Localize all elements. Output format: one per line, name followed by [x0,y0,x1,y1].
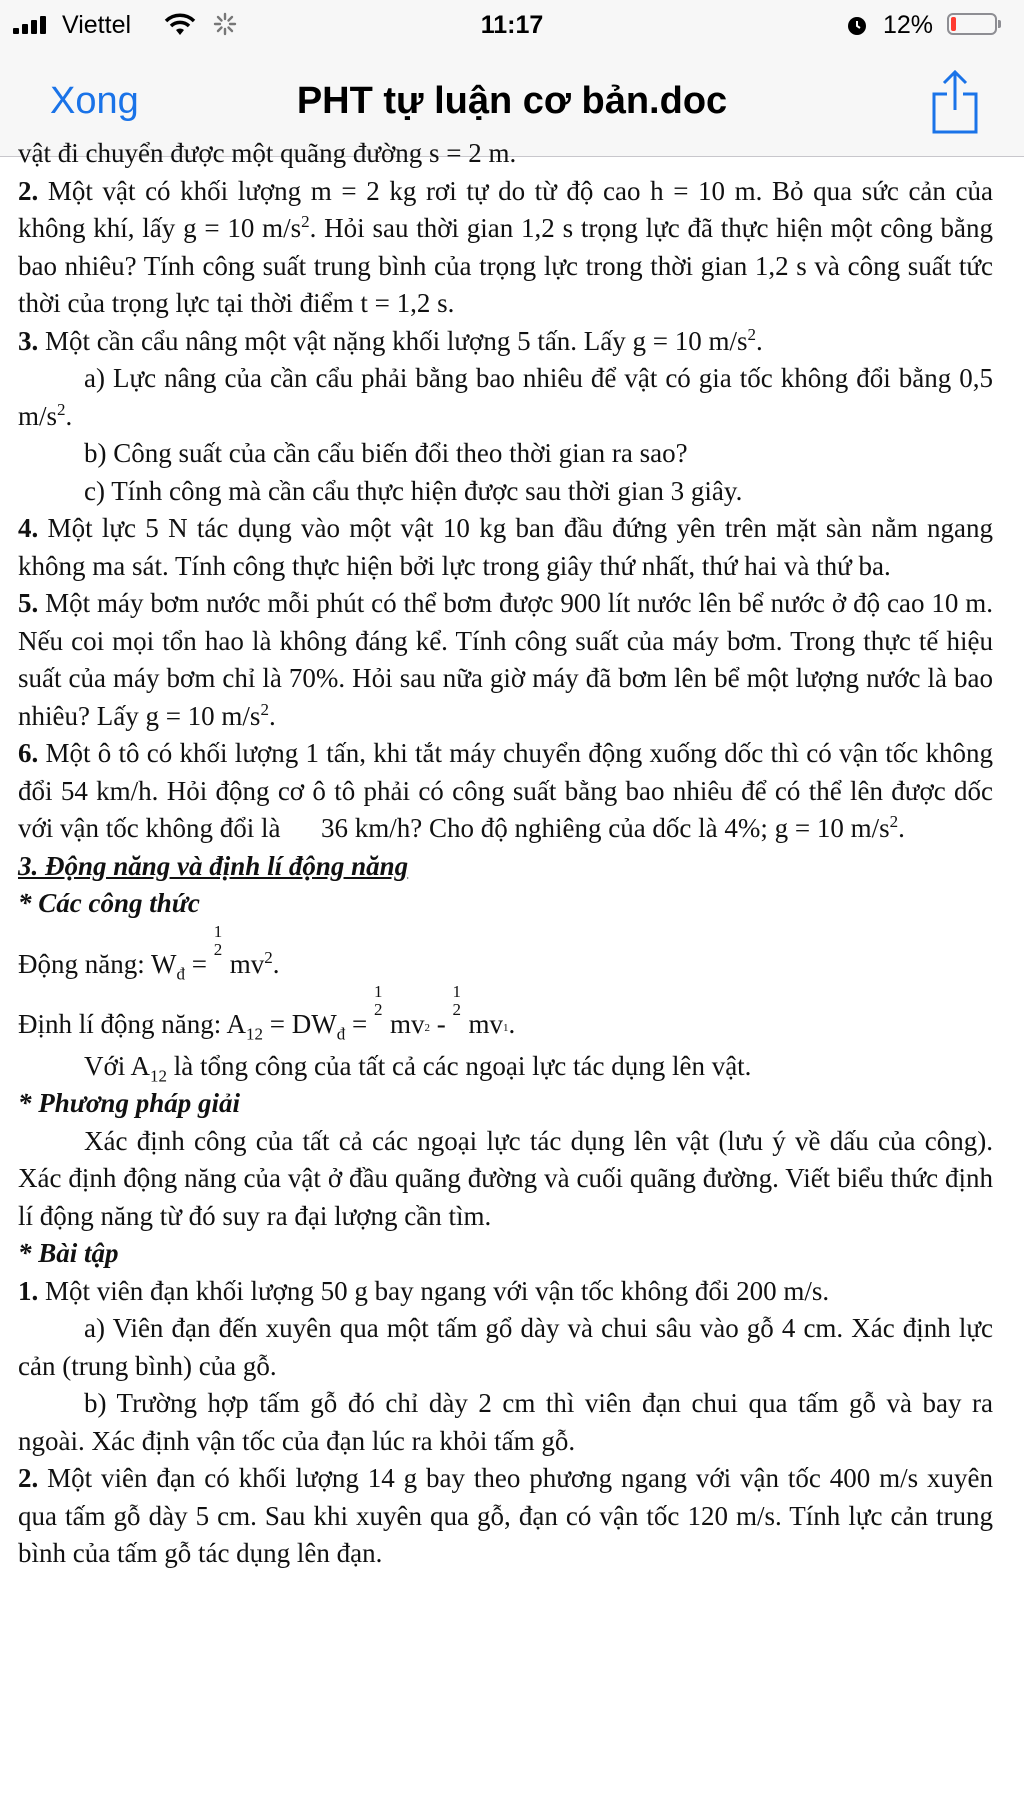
alarm-icon [845,13,869,44]
formula-text: mv [468,1009,503,1039]
fraction [452,982,468,1035]
exercise-1 [18,1273,993,1311]
battery-percent: 12% [883,11,934,39]
problem-4 [18,510,993,585]
formula-text: là tổng công của tất cả các ngoại lực tác dụng lên vật. [167,1050,752,1081]
fraction [213,921,230,975]
document-title: PHT tự luận cơ bản.doc [296,80,728,122]
fraction-numerator: 1 [213,921,223,941]
superscript: 2 [747,324,757,344]
method-text: Xác định công của tất cả các ngoại lực tác dụng lên vật (lưu ý về dấu của công). Xác định động năng của vật ở đầu quãng đường và cuối quãng đường. Viết biểu thức định lí động năng từ đó suy ra đại lượng cần tìm. [18,1125,993,1231]
status-bar [0,0,1024,52]
problem-text: Một viên đạn có khối lượng 14 g bay theo phương ngang với vận tốc 400 m/s xuyên qua tấm gỗ dày 5 cm. Sau khi xuyên qua gỗ, đạn có vận tốc 120 m/s. Tính lực cản trung bình của tấm gỗ tác dụng lên đạn. [18,1463,993,1568]
formulas-heading: * Các công thức [18,888,200,918]
battery-tip [998,20,1001,28]
formula-text: . [272,948,280,979]
fraction-denominator: 2 [213,939,223,959]
fraction-numerator: 1 [452,982,461,1001]
subscript: đ [176,963,185,983]
subscript: 2 [424,1022,430,1034]
formula-text: = [184,948,214,979]
problem-number: 4. [18,513,39,543]
exercise-1-part-b: b) Trường hợp tấm gỗ đó chỉ dày 2 cm thì viên đạn chui qua tấm gỗ và bay ra ngoài. Xác định vận tốc của đạn lúc ra khỏi tấm gỗ. [18,1388,993,1456]
superscript: 2 [260,699,269,719]
formula-label: Động năng: W [18,948,177,979]
exercise-2 [18,1460,993,1573]
battery-fill [951,17,956,31]
with-a12-line [18,1048,993,1086]
problem-text: Một ô tô có khối lượng 1 tấn, khi tắt máy chuyển động xuống dốc thì có vận tốc không đổi 54 km/h. Hỏi động cơ ô tô phải có công suất bằng bao nhiêu để có thể lên được dốc với vận tốc không đổi là 36 km/h? Cho độ nghiêng của dốc là 4%; g = 10 m/s [18,738,1000,843]
problem-3-part-c: c) Tính công mà cần cẩu thực hiện được sau thời gian 3 giây. [84,475,743,506]
kinetic-energy-formula [18,921,993,984]
problem-text: Một máy bơm nước mỗi phút có thể bơm được 900 lít nước lên bể nước ở độ cao 10 m. Nếu coi mọi tổn hao là không đáng kể. Tính công suất của máy bơm. Trong thực tế hiệu suất của máy bơm chỉ là 70%. Hỏi sau nữa giờ máy đã bơm lên bể một lượng nước là bao nhiêu? Lấy g = 10 m/s [18,588,993,731]
subscript: 1 [502,1022,509,1034]
battery-icon [947,13,997,35]
problem-text: . [756,325,763,356]
problem-number: 2. [18,1463,39,1493]
formula-text: mv [229,948,265,979]
part-text: . [65,400,73,431]
formula-text: Với A [84,1050,151,1081]
superscript: 2 [57,399,66,419]
problem-text: Một viên đạn khối lượng 50 g bay ngang với vận tốc không đổi 200 m/s. [38,1275,830,1306]
problem-number: 2. [18,175,39,206]
formula-text: . [508,1009,516,1039]
part-text: a) Lực nâng của cần cẩu phải bằng bao nhiêu để vật có gia tốc không đổi bằng 0,5 m/s [18,363,993,431]
subscript: đ [336,1024,346,1044]
problem-6 [18,735,1000,848]
subscript: 12 [150,1065,168,1085]
document-content [18,135,1000,1573]
cut-line: vật đi chuyển được một quãng đường s = 2 m. [18,138,517,168]
section-title: 3. Động năng và định lí động năng [18,850,409,881]
problem-3 [18,323,993,361]
problem-number: 5. [18,588,39,618]
problem-text: Một vật có khối lượng m = 2 kg rơi tự do từ độ cao h = 10 m. Bỏ qua sức cản của không khí, lấy g = 10 m/s [18,175,993,243]
superscript: 2 [889,812,899,831]
formula-text: - [429,1009,453,1039]
clock: 11:17 [480,11,544,39]
problem-text: . Hỏi sau thời gian 1,2 s trọng lực đã thực hiện một công bằng bao nhiêu? Tính công suất trung bình của trọng lực trong thời gian 1,2 s và công suất tức thời của trọng lực tại thời điểm t = 1,2 s. [18,213,993,318]
problem-2 [18,173,993,323]
exercise-1-part-a: a) Viên đạn đến xuyên qua một tấm gổ dày và chui sâu vào gỗ 4 cm. Xác định lực cản (trung bình) của gỗ. [18,1313,993,1381]
fraction [373,982,390,1035]
problem-3-part-b: b) Công suất của cần cẩu biến đổi theo thời gian ra sao? [84,438,688,468]
superscript: 2 [301,212,310,231]
problem-text: Một cần cẩu nâng một vật nặng khối lượng 5 tấn. Lấy g = 10 m/s [38,325,748,356]
document-view[interactable] [0,138,1024,1820]
problem-text: . [268,700,276,731]
problem-3-part-a [18,360,993,435]
exercises-heading: * Bài tập [18,1238,119,1268]
formula-text: = DW [263,1009,337,1039]
problem-number: 3. [18,325,39,356]
kinetic-theorem-formula [18,982,993,1048]
problem-text: . [898,813,905,843]
fraction-denominator: 2 [452,1000,461,1019]
formula-text: mv [389,1009,425,1039]
formula-label: Định lí động năng: A [18,1009,246,1039]
problem-text: Một lực 5 N tác dụng vào một vật 10 kg ban đầu đứng yên trên mặt sàn nằm ngang không ma sát. Tính công thực hiện bởi lực trong giây thứ nhất, thứ hai và thứ ba. [18,513,993,581]
method-heading: * Phương pháp giải [18,1088,240,1118]
done-button[interactable]: Xong [50,80,139,122]
problem-5 [18,585,993,735]
fraction-numerator: 1 [373,982,383,1001]
formula-text: = [345,1009,374,1039]
problem-number: 6. [18,738,39,768]
carrier-name: Viettel [62,11,132,39]
superscript: 2 [264,947,273,967]
problem-number: 1. [18,1275,39,1306]
share-icon[interactable] [930,68,980,134]
subscript: 12 [246,1024,263,1044]
fraction-denominator: 2 [373,1000,383,1019]
